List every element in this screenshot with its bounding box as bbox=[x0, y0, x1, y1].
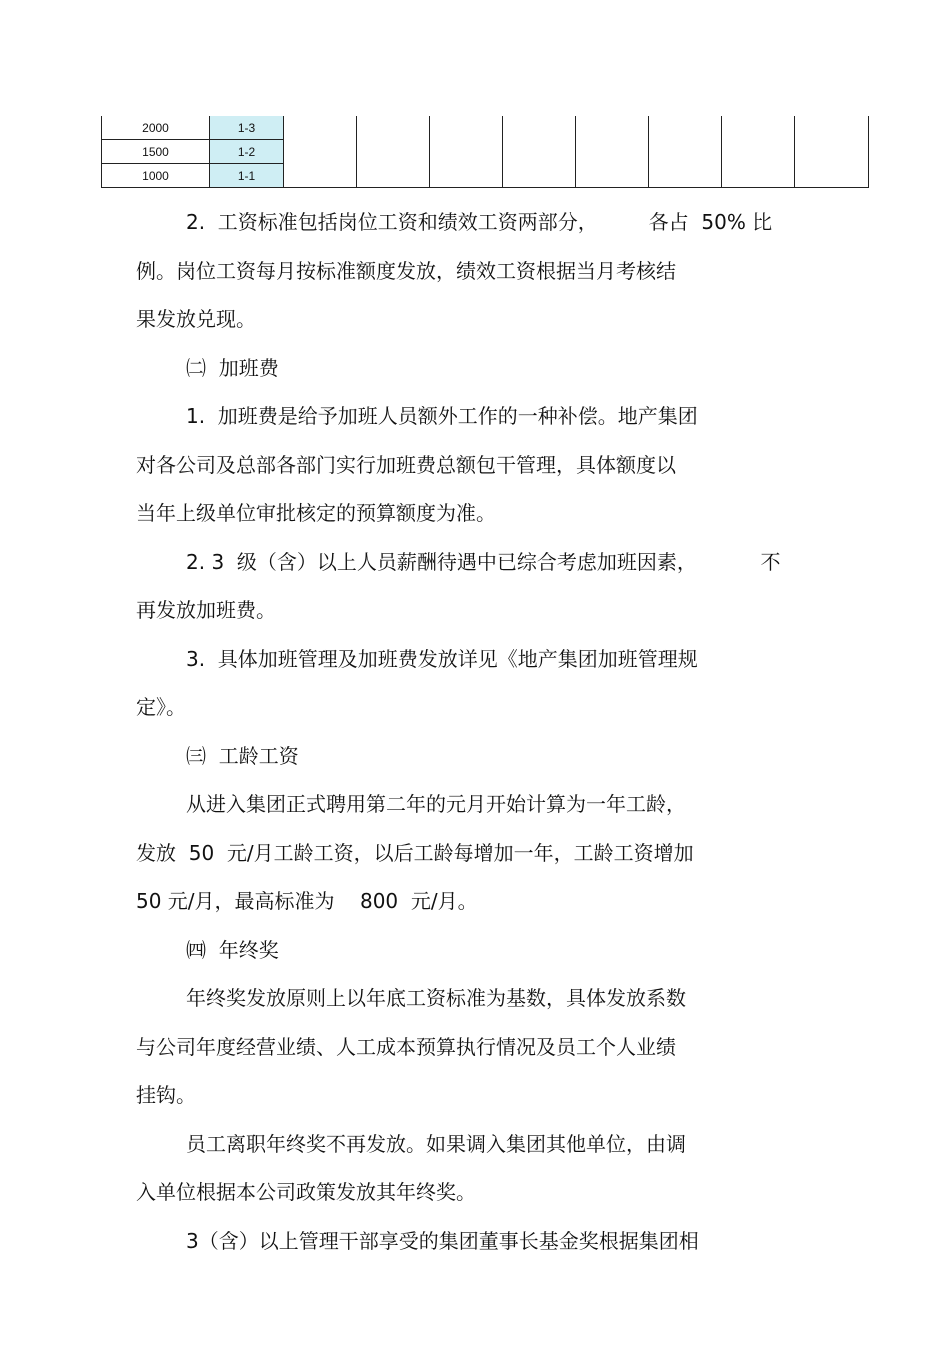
empty-cell bbox=[649, 116, 722, 140]
empty-cell bbox=[503, 140, 576, 164]
empty-cell bbox=[503, 116, 576, 140]
amount-cell: 1000 bbox=[102, 164, 210, 188]
text-line: 50 元/月，最高标准为 800 元/月。 bbox=[136, 889, 478, 913]
empty-cell bbox=[722, 116, 795, 140]
text-line: ㈡ 加班费 bbox=[186, 355, 279, 380]
salary-grade-table bbox=[101, 116, 868, 186]
text-line: 例。岗位工资每月按标准额度发放，绩效工资根据当月考核结 bbox=[136, 258, 676, 283]
empty-cell bbox=[284, 140, 357, 164]
empty-cell bbox=[795, 116, 869, 140]
empty-cell bbox=[430, 116, 503, 140]
text-line: 再发放加班费。 bbox=[136, 598, 276, 622]
amount-cell: 1500 bbox=[102, 140, 210, 164]
text-line: 2. 工资标准包括岗位工资和绩效工资两部分， 各占 50% 比 bbox=[186, 210, 773, 234]
document-body bbox=[136, 198, 836, 1265]
empty-cell bbox=[357, 116, 430, 140]
empty-cell bbox=[503, 164, 576, 188]
table-row bbox=[102, 140, 869, 164]
text-line: 发放 50 元/月工龄工资，以后工龄每增加一年，工龄工资增加 bbox=[136, 840, 694, 865]
text-line: 与公司年度经营业绩、人工成本预算执行情况及员工个人业绩 bbox=[136, 1034, 676, 1059]
text-line: 3（含）以上管理干部享受的集团董事长基金奖根据集团相 bbox=[186, 1228, 699, 1253]
text-line: 2. 3 级（含）以上人员薪酬待遇中已综合考虑加班因素， 不 bbox=[186, 549, 781, 574]
empty-cell bbox=[430, 164, 503, 188]
empty-cell bbox=[576, 164, 649, 188]
text-line: 从进入集团正式聘用第二年的元月开始计算为一年工龄， bbox=[186, 792, 686, 816]
text-line: 员工离职年终奖不再发放。如果调入集团其他单位，由调 bbox=[186, 1131, 686, 1156]
empty-cell bbox=[649, 164, 722, 188]
text-line: 1. 加班费是给予加班人员额外工作的一种补偿。地产集团 bbox=[186, 404, 698, 428]
empty-cell bbox=[649, 140, 722, 164]
text-line: 挂钩。 bbox=[136, 1083, 196, 1107]
text-line: ㈢ 工龄工资 bbox=[186, 743, 299, 768]
empty-cell bbox=[576, 140, 649, 164]
empty-cell bbox=[795, 164, 869, 188]
empty-cell bbox=[576, 116, 649, 140]
text-line: 年终奖发放原则上以年底工资标准为基数，具体发放系数 bbox=[186, 986, 686, 1010]
empty-cell bbox=[284, 116, 357, 140]
text-line: 果发放兑现。 bbox=[136, 307, 256, 331]
grade-cell: 1-2 bbox=[210, 140, 284, 164]
text-line: 入单位根据本公司政策发放其年终奖。 bbox=[136, 1180, 476, 1204]
text-line: ㈣ 年终奖 bbox=[186, 937, 279, 962]
text-line: 对各公司及总部各部门实行加班费总额包干管理，具体额度以 bbox=[136, 452, 676, 477]
grade-cell: 1-3 bbox=[210, 116, 284, 140]
empty-cell bbox=[722, 140, 795, 164]
amount-cell: 2000 bbox=[102, 116, 210, 140]
table-row bbox=[102, 116, 869, 140]
empty-cell bbox=[795, 140, 869, 164]
empty-cell bbox=[284, 164, 357, 188]
table-row bbox=[102, 164, 869, 188]
empty-cell bbox=[430, 140, 503, 164]
empty-cell bbox=[357, 140, 430, 164]
text-line: 3. 具体加班管理及加班费发放详见《地产集团加班管理规 bbox=[186, 646, 698, 671]
empty-cell bbox=[357, 164, 430, 188]
empty-cell bbox=[722, 164, 795, 188]
text-line: 定》。 bbox=[136, 695, 186, 719]
text-line: 当年上级单位审批核定的预算额度为准。 bbox=[136, 501, 496, 525]
grade-cell: 1-1 bbox=[210, 164, 284, 188]
